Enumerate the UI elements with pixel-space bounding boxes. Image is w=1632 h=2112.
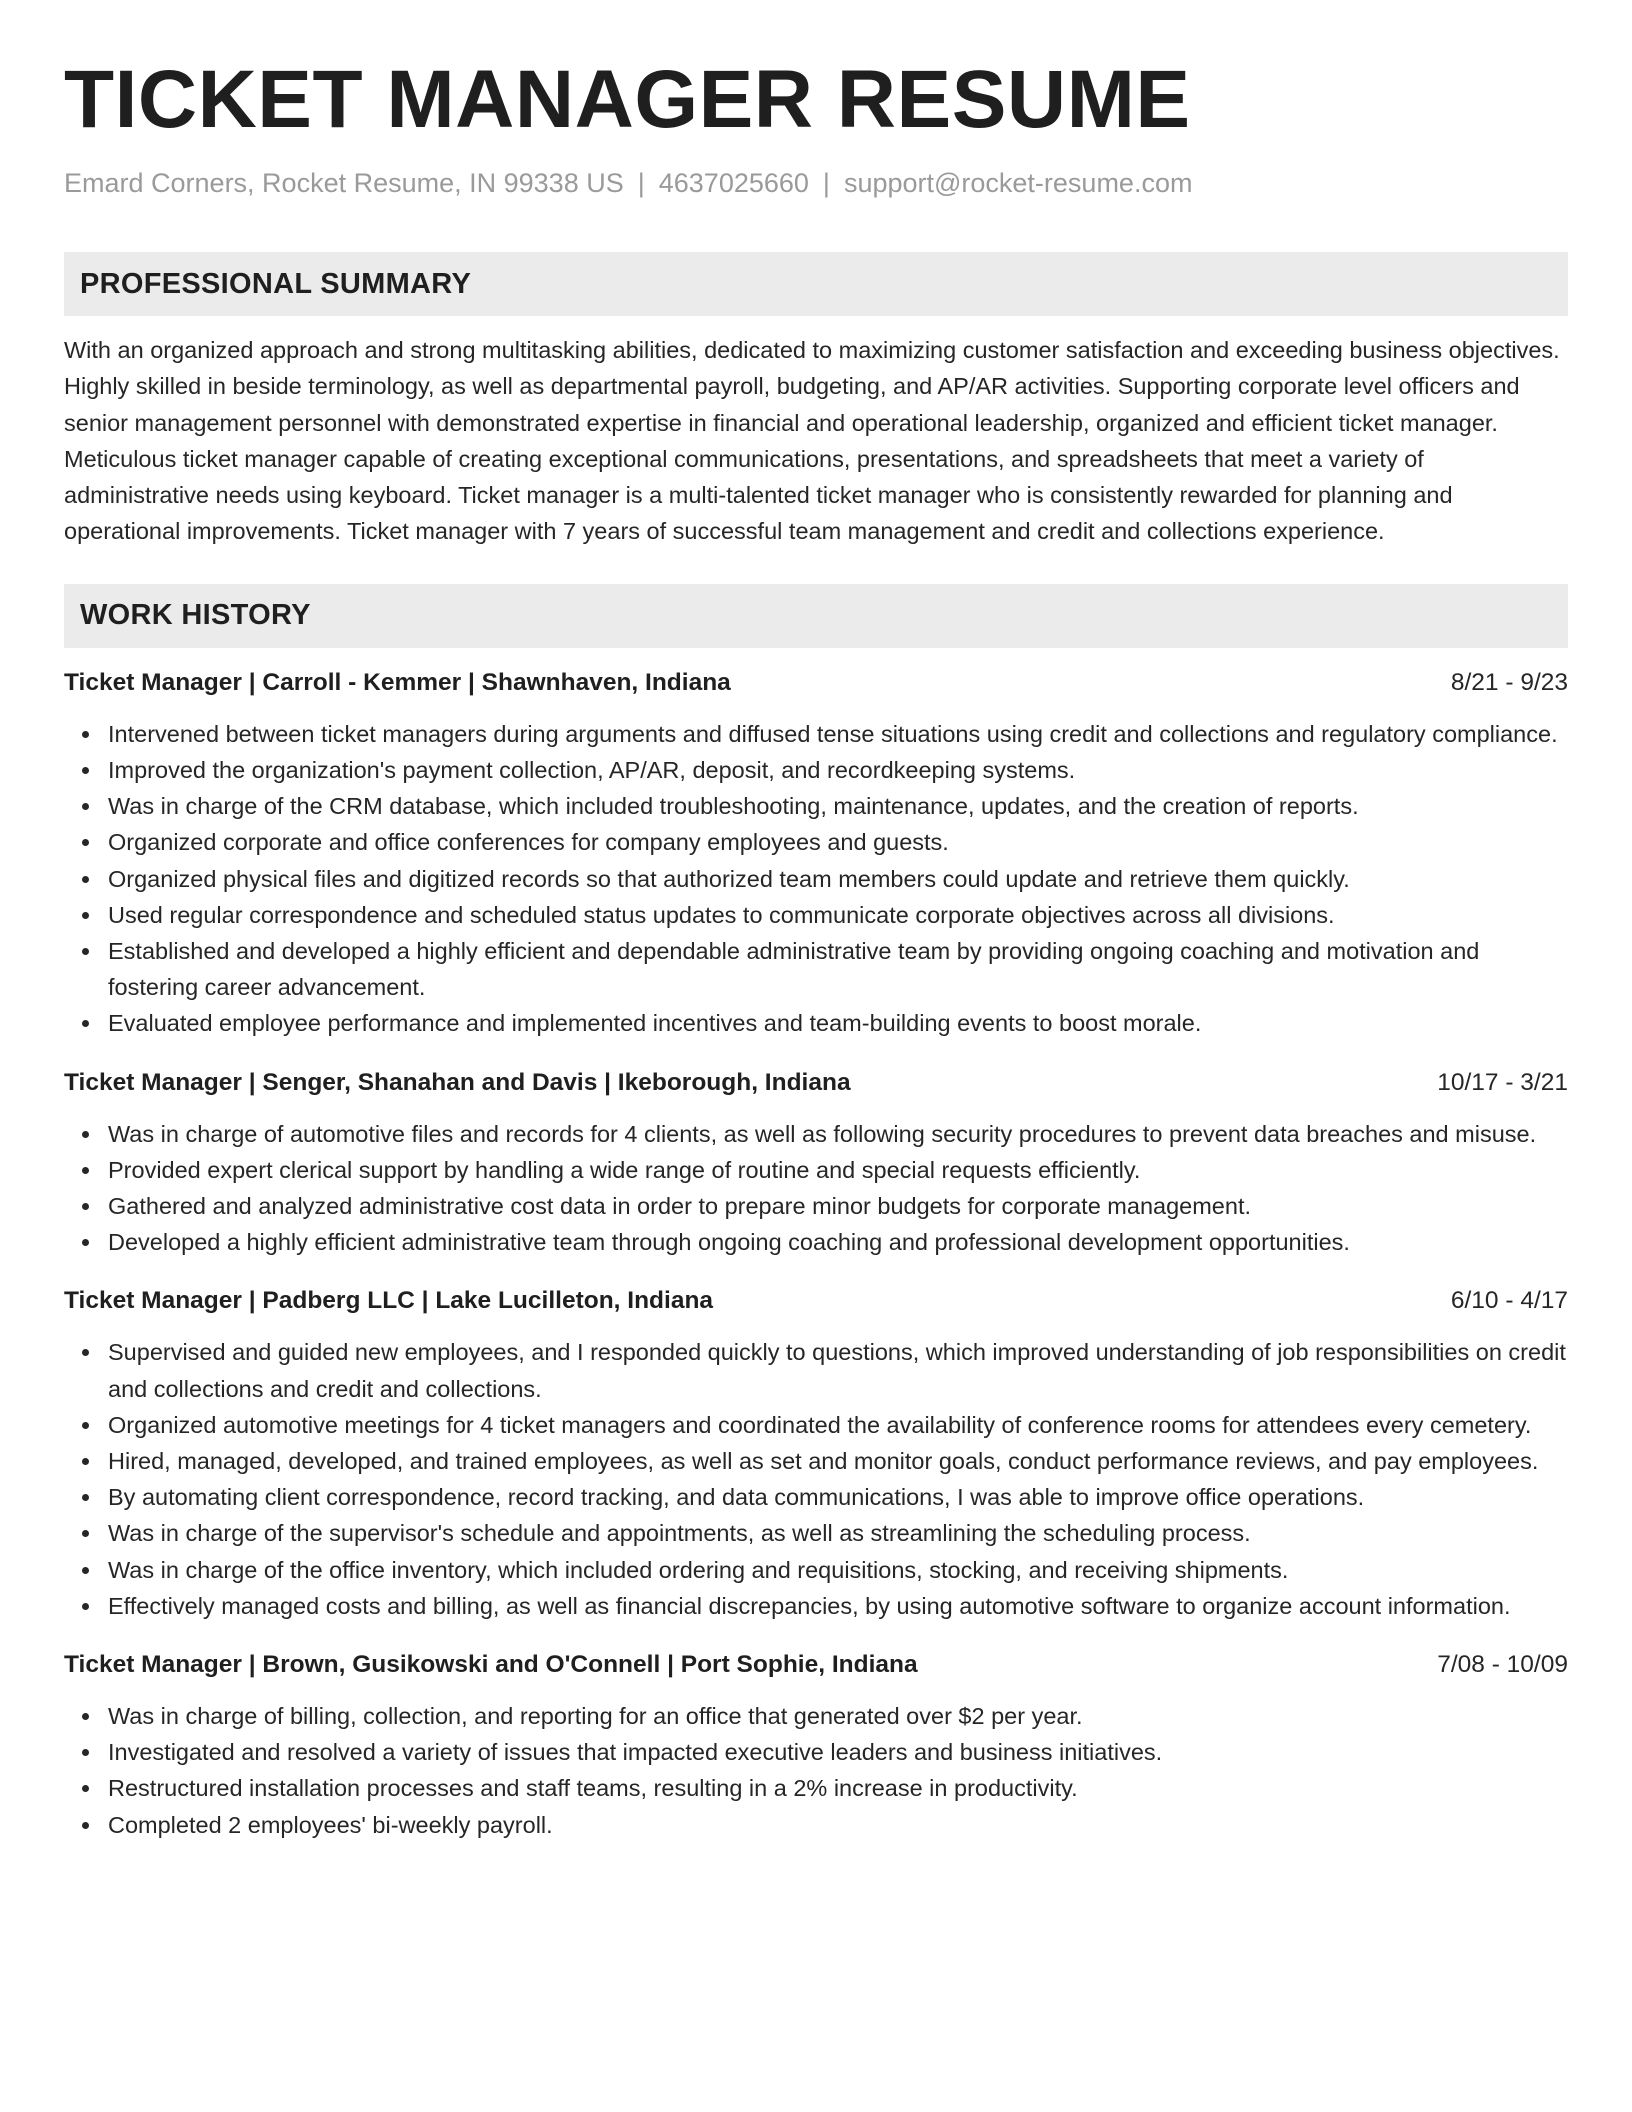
job-header bbox=[64, 1648, 1568, 1682]
job-bullet: Was in charge of the office inventory, which included ordering and requisitions, stocking, and receiving shipments. bbox=[64, 1552, 1568, 1588]
job-header bbox=[64, 1284, 1568, 1318]
job-bullet: Was in charge of the CRM database, which included troubleshooting, maintenance, updates, and the creation of reports. bbox=[64, 788, 1568, 824]
job-dates: 6/10 - 4/17 bbox=[1450, 1287, 1568, 1315]
contact-separator: | bbox=[637, 168, 645, 198]
contact-address: Emard Corners, Rocket Resume, IN 99338 US bbox=[64, 168, 624, 198]
job-bullet: Organized physical files and digitized records so that authorized team members could update and retrieve them quickly. bbox=[64, 861, 1568, 897]
job-bullet: By automating client correspondence, record tracking, and data communications, I was able to improve office operations. bbox=[64, 1479, 1568, 1515]
job-bullet: Evaluated employee performance and implemented incentives and team-building events to boost morale. bbox=[64, 1005, 1568, 1041]
job-title: Ticket Manager | Carroll - Kemmer | Shawnhaven, Indiana bbox=[64, 668, 731, 696]
resume-title: TICKET MANAGER RESUME bbox=[64, 54, 1191, 145]
job-bullet-list bbox=[64, 1334, 1568, 1624]
contact-separator: | bbox=[822, 168, 830, 198]
job-bullet: Was in charge of automotive files and records for 4 clients, as well as following security procedures to prevent data breaches and misuse. bbox=[64, 1116, 1568, 1152]
job-dates: 8/21 - 9/23 bbox=[1450, 668, 1568, 696]
contact-phone: 4637025660 bbox=[658, 168, 809, 198]
job-entry bbox=[64, 1066, 1568, 1261]
job-bullet: Hired, managed, developed, and trained employees, as well as set and monitor goals, conduct performance reviews, and pay employees. bbox=[64, 1443, 1568, 1479]
job-bullet: Organized automotive meetings for 4 ticket managers and coordinated the availability of conference rooms for attendees every cemetery. bbox=[64, 1407, 1568, 1443]
job-bullet: Was in charge of the supervisor's schedule and appointments, as well as streamlining the scheduling process. bbox=[64, 1515, 1568, 1551]
work-history-list bbox=[64, 666, 1568, 1843]
job-bullet: Gathered and analyzed administrative cost data in order to prepare minor budgets for corporate management. bbox=[64, 1188, 1568, 1224]
section-heading-summary: PROFESSIONAL SUMMARY bbox=[64, 252, 1568, 316]
job-bullet: Was in charge of billing, collection, and reporting for an office that generated over $2 per year. bbox=[64, 1698, 1568, 1734]
job-entry bbox=[64, 666, 1568, 1042]
job-bullet: Completed 2 employees' bi-weekly payroll. bbox=[64, 1807, 1568, 1843]
job-bullet: Used regular correspondence and scheduled status updates to communicate corporate objectives across all divisions. bbox=[64, 897, 1568, 933]
job-entry bbox=[64, 1648, 1568, 1843]
contact-line bbox=[64, 166, 1568, 200]
job-bullet: Provided expert clerical support by handling a wide range of routine and special requests efficiently. bbox=[64, 1152, 1568, 1188]
contact-email: support@rocket-resume.com bbox=[843, 168, 1193, 198]
job-bullet: Organized corporate and office conferences for company employees and guests. bbox=[64, 824, 1568, 860]
job-dates: 7/08 - 10/09 bbox=[1437, 1651, 1568, 1679]
job-bullet: Effectively managed costs and billing, as well as financial discrepancies, by using automotive software to organize account information. bbox=[64, 1588, 1568, 1624]
job-bullet: Investigated and resolved a variety of issues that impacted executive leaders and business initiatives. bbox=[64, 1734, 1568, 1770]
job-entry bbox=[64, 1284, 1568, 1624]
job-bullet: Improved the organization's payment collection, AP/AR, deposit, and recordkeeping systems. bbox=[64, 752, 1568, 788]
job-title: Ticket Manager | Brown, Gusikowski and O'Connell | Port Sophie, Indiana bbox=[64, 1651, 918, 1679]
job-bullet: Developed a highly efficient administrative team through ongoing coaching and professional development opportunities. bbox=[64, 1224, 1568, 1260]
job-header bbox=[64, 1066, 1568, 1100]
job-bullet: Established and developed a highly efficient and dependable administrative team by providing ongoing coaching and motivation and fostering career advancement. bbox=[64, 933, 1568, 1005]
job-bullet: Intervened between ticket managers during arguments and diffused tense situations using credit and collections and regulatory compliance. bbox=[64, 716, 1568, 752]
job-bullet: Restructured installation processes and staff teams, resulting in a 2% increase in productivity. bbox=[64, 1770, 1568, 1806]
job-bullet: Supervised and guided new employees, and I responded quickly to questions, which improved understanding of job responsibilities on credit and collections and credit and collections. bbox=[64, 1334, 1568, 1406]
section-heading-work-history: WORK HISTORY bbox=[64, 584, 1568, 648]
job-bullet-list bbox=[64, 1116, 1568, 1261]
summary-text: With an organized approach and strong multitasking abilities, dedicated to maximizing customer satisfaction and exceeding business objectives. Highly skilled in beside terminology, as well as departmental payroll, budgeting, and AP/AR activities. Supporting corporate level officers and senior management personnel with demonstrated expertise in financial and operational leadership, organized and efficient ticket manager. Meticulous ticket manager capable of creating exceptional communications, presentations, and spreadsheets that meet a variety of administrative needs using keyboard. Ticket manager is a multi-talented ticket manager who is consistently rewarded for planning and operational improvements. Ticket manager with 7 years of successful team management and credit and collections experience. bbox=[64, 337, 1560, 545]
job-title: Ticket Manager | Padberg LLC | Lake Lucilleton, Indiana bbox=[64, 1287, 714, 1315]
job-header bbox=[64, 666, 1568, 700]
job-dates: 10/17 - 3/21 bbox=[1437, 1068, 1568, 1096]
job-bullet-list bbox=[64, 1698, 1568, 1843]
job-title: Ticket Manager | Senger, Shanahan and Davis | Ikeborough, Indiana bbox=[64, 1068, 851, 1096]
job-bullet-list bbox=[64, 716, 1568, 1042]
